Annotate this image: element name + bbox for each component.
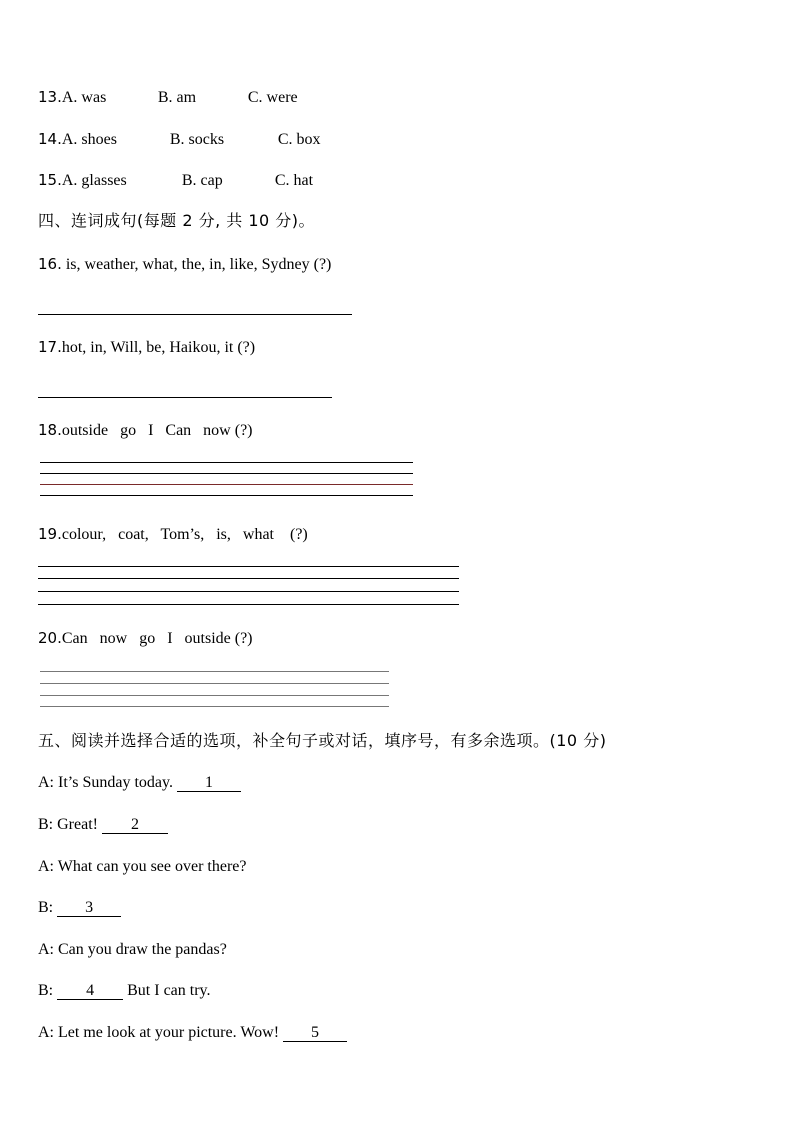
option-c: C. box (277, 131, 321, 148)
question-text: is, weather, what, the, in, like, Sydney (?) (61, 256, 332, 273)
option-b: B. socks (169, 131, 225, 148)
dialogue-text-suffix: But I can try. (123, 982, 211, 999)
writing-line[interactable] (38, 604, 459, 605)
answer-blank-3[interactable]: 3 (57, 900, 121, 917)
question-text: outside go I Can now (?) (61, 422, 253, 439)
item-number: 15. (38, 171, 62, 189)
dialogue-text: A: Can you draw the pandas? (38, 941, 227, 958)
writing-line[interactable] (40, 473, 413, 474)
choice-item-13 (38, 87, 298, 108)
option-a: A. was (61, 89, 107, 106)
choice-item-14 (38, 129, 321, 150)
section-4-heading: 四、连词成句(每题 2 分, 共 10 分)。 (38, 211, 316, 230)
question-19 (38, 524, 308, 545)
item-number: 20. (38, 629, 62, 647)
question-text: colour, coat, Tom’s, is, what (?) (61, 526, 308, 543)
section-5-heading: 五、阅读并选择合适的选项，补全句子或对话，填序号，有多余选项。(10 分) (38, 731, 607, 750)
question-text: Can now go I outside (?) (61, 630, 253, 647)
writing-line[interactable] (40, 671, 389, 672)
choice-item-15 (38, 170, 313, 191)
item-number: 19. (38, 525, 62, 543)
dialogue-line-6 (38, 981, 211, 1001)
dialogue-text: B: (38, 899, 58, 916)
writing-line[interactable] (38, 566, 459, 567)
writing-line[interactable] (38, 578, 459, 579)
option-c: C. hat (274, 172, 314, 189)
option-a: A. glasses (61, 172, 127, 189)
writing-line[interactable] (40, 495, 413, 496)
writing-line[interactable] (40, 484, 413, 485)
answer-blank-4[interactable]: 4 (57, 983, 123, 1000)
question-text: hot, in, Will, be, Haikou, it (?) (61, 339, 256, 356)
item-number: 18. (38, 421, 62, 439)
writing-line[interactable] (38, 591, 459, 592)
option-a: A. shoes (61, 131, 117, 148)
writing-line[interactable] (40, 462, 413, 463)
writing-line[interactable] (40, 706, 389, 707)
option-b: B. am (157, 89, 197, 106)
option-c: C. were (247, 89, 298, 106)
item-number: 13. (38, 88, 62, 106)
answer-blank-2[interactable]: 2 (102, 817, 168, 834)
dialogue-line-4 (38, 898, 121, 918)
question-20 (38, 628, 253, 649)
dialogue-text: A: It’s Sunday today. (38, 774, 177, 791)
dialogue-text: A: What can you see over there? (38, 858, 247, 875)
answer-blank-1[interactable]: 1 (177, 775, 241, 792)
dialogue-text: A: Let me look at your picture. Wow! (38, 1024, 284, 1041)
question-18 (38, 420, 253, 441)
dialogue-line-7 (38, 1023, 347, 1043)
item-number: 16. (38, 255, 62, 273)
item-number: 17. (38, 338, 62, 356)
writing-line[interactable] (40, 683, 389, 684)
question-16 (38, 254, 331, 275)
option-b: B. cap (181, 172, 223, 189)
dialogue-line-1 (38, 773, 241, 793)
answer-line[interactable] (38, 314, 352, 315)
writing-line[interactable] (40, 695, 389, 696)
answer-blank-5[interactable]: 5 (283, 1025, 347, 1042)
dialogue-line-2 (38, 815, 168, 835)
dialogue-line-5 (38, 940, 227, 960)
dialogue-text: B: (38, 982, 58, 999)
dialogue-text: B: Great! (38, 816, 102, 833)
question-17 (38, 337, 255, 358)
item-number: 14. (38, 130, 62, 148)
answer-line[interactable] (38, 397, 332, 398)
dialogue-line-3 (38, 857, 247, 877)
